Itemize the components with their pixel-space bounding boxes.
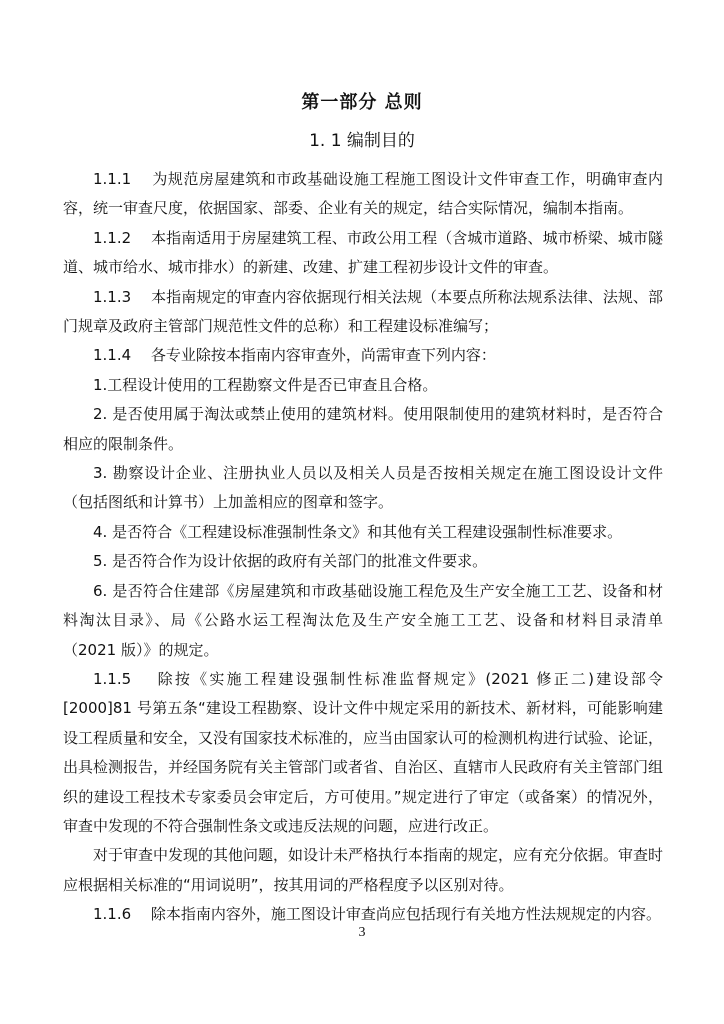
list-item-4: 4. 是否符合《工程建设标准强制性条文》和其他有关工程建设强制性标准要求。 <box>93 522 623 541</box>
document-body <box>63 165 663 930</box>
paragraph-other-issues: 对于审查中发现的其他问题，如设计未严格执行本指南的规定，应有充分依据。审查时应根据相关标准的“用词说明”，按其用词的严格程度予以区别对待。 <box>63 846 664 894</box>
paragraph-1-1-1: 1.1.1 为规范房屋建筑和市政基础设施工程施工图设计文件审查工作，明确审查内容，统一审查尺度，依据国家、部委、企业有关的规定，结合实际情况，编制本指南。 <box>63 170 663 218</box>
list-item-5: 5. 是否符合作为设计依据的政府有关部门的批准文件要求。 <box>93 552 488 571</box>
section-heading: 1. 1 编制目的 <box>309 131 415 151</box>
list-item-2: 2. 是否使用属于淘汰或禁止使用的建筑材料。使用限制使用的建筑材料时，是否符合相应的限制条件。 <box>63 405 663 453</box>
list-item-6: 6. 是否符合住建部《房屋建筑和市政基础设施工程危及生产安全施工工艺、设备和材料淘汰目录》、局《公路水运工程淘汰危及生产安全施工工艺、设备和材料目录清单 （2021 版）》的规定。 <box>63 581 663 659</box>
list-item-1: 1.工程设计使用的工程勘察文件是否已审查且合格。 <box>93 375 438 394</box>
paragraph-1-1-6: 1.1.6 除本指南内容外，施工图设计审查尚应包括现行有关地方性法规规定的内容。 <box>93 905 661 924</box>
list-item-3: 3. 勘察设计企业、注册执业人员以及相关人员是否按相关规定在施工图设设计文件（包括图纸和计算书）上加盖相应的图章和签字。 <box>63 464 663 512</box>
paragraph-1-1-5: 1.1.5 除按《实施工程建设强制性标准监督规定》(2021 修正二)建设部令[2000]81 号第五条“建设工程勘察、设计文件中规定采用的新技术、新材料，可能影响建设工程质量和安全，又没有国家技术标准的，应当由国家认可的检测机构进行试验、论证，出具检测报告，并经国务院有关主管部门或者省、自治区、直辖市人民政府有关主管部门组织的建设工程技术专家委员会审定后，方可使用。”规定进行了审定（或备案）的情况外，审查中发现的不符合强制性条文或违反法规的问题，应进行改正。 <box>63 669 664 835</box>
paragraph-1-1-4: 1.1.4 各专业除按本指南内容审查外，尚需审查下列内容： <box>93 346 496 365</box>
page-number: 3 <box>358 925 366 940</box>
paragraph-1-1-3: 1.1.3 本指南规定的审查内容依据现行相关法规（本要点所称法规系法律、法规、部门规章及政府主管部门规范性文件的总称）和工程建设标准编写； <box>63 287 663 336</box>
page-title: 第一部分 总则 <box>301 92 423 113</box>
paragraph-1-1-2: 1.1.2 本指南适用于房屋建筑工程、市政公用工程（含城市道路、城市桥梁、城市隧道、城市给水、城市排水）的新建、改建、扩建工程初步设计文件的审查。 <box>63 228 663 277</box>
